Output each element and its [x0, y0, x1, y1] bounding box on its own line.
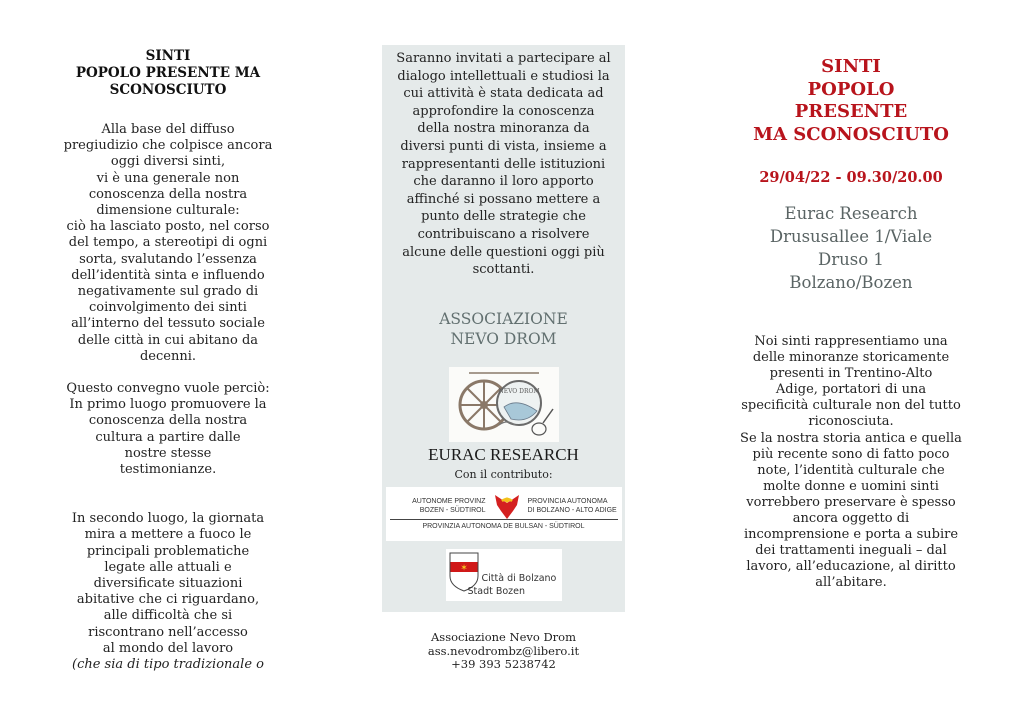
- text-line: rappresentanti delle istituzioni: [401, 156, 606, 172]
- text-line: Saranno invitati a partecipare al: [396, 51, 611, 66]
- logo-lettering: NEVO DROM: [497, 387, 540, 395]
- text-line: decenni.: [139, 348, 197, 364]
- text-line: al mondo del lavoro: [102, 640, 234, 656]
- city-logo-line1: Città di Bolzano: [481, 572, 557, 584]
- contact-phone[interactable]: +39 393 5238742: [451, 657, 556, 672]
- text-line: della nostra minoranza da: [417, 121, 590, 137]
- text-line: oggi diversi sinti,: [110, 154, 226, 170]
- text-line: abitative che ci riguardano,: [76, 592, 260, 608]
- text-line: In secondo luogo, la giornata: [71, 511, 265, 527]
- svg-text:✶: ✶: [459, 563, 468, 574]
- text-line: mira a mettere a fuoco le: [84, 527, 252, 543]
- text-line: ASSOCIAZIONE: [439, 309, 568, 328]
- text-line: alle difficoltà che si: [103, 608, 233, 624]
- left-title-line: SINTI: [145, 48, 191, 64]
- cover-title: [716, 56, 986, 146]
- left-title-line: POPOLO PRESENTE MA: [75, 65, 261, 81]
- text-line: sorta, svalutando l’essenza: [79, 251, 257, 267]
- middle-paragraph: [382, 50, 625, 279]
- text-line: diversi punti di vista, insieme a: [400, 138, 607, 154]
- right-paragraph: [716, 334, 986, 592]
- text-line: PROVINCIA AUTONOMA: [527, 497, 608, 505]
- text-line: molte donne e uomini sinti: [763, 478, 939, 494]
- text-line: NEVO DROM: [450, 329, 557, 348]
- text-line: coinvolgimento dei sinti: [89, 300, 247, 316]
- nevo-drom-logo: [449, 367, 559, 442]
- text-line: pregiudizio che colpisce ancora: [63, 138, 273, 154]
- text-line: Se la nostra storia antica e quella: [740, 430, 962, 446]
- text-line: all’interno del tessuto sociale: [71, 316, 265, 332]
- title-line: SINTI: [821, 56, 881, 77]
- tyrolean-eagle-icon: [493, 491, 521, 521]
- text-line: delle città in cui abitano da: [77, 332, 259, 348]
- text-line: cui attività è stata dedicata ad: [403, 86, 604, 102]
- text-line: all’abitare.: [815, 575, 887, 591]
- left-title-line: SCONOSCIUTO: [109, 82, 227, 98]
- text-line: In primo luogo promuovere la: [69, 397, 267, 413]
- text-line: dei trattamenti ineguali – dal: [755, 543, 947, 559]
- left-paragraph-2: [38, 381, 298, 478]
- text-line: dialogo intellettuali e studiosi la: [397, 68, 610, 84]
- title-line: PRESENTE: [794, 101, 908, 122]
- text-line: DI BOLZANO - ALTO ADIGE: [527, 506, 617, 514]
- left-paragraph-1: [38, 122, 298, 365]
- event-venue: [716, 202, 986, 294]
- association-name: [382, 309, 625, 349]
- right-panel: [716, 56, 986, 592]
- text-line: conoscenza della nostra: [88, 413, 248, 429]
- province-logo-left: [398, 497, 486, 515]
- venue-line: Drususallee 1/Viale: [769, 227, 933, 246]
- text-line: scottanti.: [472, 262, 535, 278]
- text-line: cultura a partire dalle: [95, 429, 241, 445]
- contact-name: Associazione Nevo Drom: [430, 630, 577, 644]
- text-line: nostre stesse: [124, 445, 212, 461]
- contact-info: [382, 631, 625, 672]
- text-line: diversificate situazioni: [93, 576, 243, 592]
- city-of-bolzano-logo: [446, 549, 562, 601]
- left-title: [38, 48, 298, 99]
- text-line: punto delle strategie che: [421, 209, 586, 225]
- text-line: ancora oggetto di: [792, 511, 910, 527]
- text-line: approfondire la conoscenza: [412, 103, 595, 119]
- text-line: del tempo, a stereotipi di ogni: [68, 235, 268, 251]
- eurac-research-label: EURAC RESEARCH: [428, 444, 579, 464]
- divider: [390, 519, 618, 520]
- text-line: legate alle attuali e: [104, 559, 232, 575]
- left-panel: [38, 48, 298, 673]
- text-line: riscontrano nell’accesso: [88, 624, 248, 640]
- venue-line: Druso 1: [818, 250, 884, 269]
- venue-line: Bolzano/Bozen: [789, 273, 913, 292]
- event-date: 29/04/22 - 09.30/20.00: [759, 169, 943, 186]
- text-line: BOZEN - SÜDTIROL: [419, 506, 486, 514]
- text-line: che daranno il loro apporto: [413, 174, 594, 190]
- text-line: alcune delle questioni oggi più: [402, 244, 605, 260]
- text-line: Alla base del diffuso: [101, 122, 235, 137]
- province-logo-bottom: PROVINZIA AUTONOMA DE BULSAN - SÜDTIROL: [422, 522, 585, 530]
- text-line: note, l’identità culturale che: [757, 462, 945, 478]
- text-line: ciò ha lasciato posto, nel corso: [66, 219, 270, 235]
- text-line: dimensione culturale:: [96, 203, 240, 219]
- text-line: Questo convegno vuole perciò:: [66, 381, 270, 397]
- province-logo-right: [528, 497, 620, 515]
- text-line: incomprensione e porta a subire: [743, 527, 959, 543]
- text-line: contribuiscano a risolvere: [417, 226, 590, 242]
- text-line: Adige, portatori di una: [775, 382, 927, 398]
- text-line: delle minoranze storicamente: [752, 350, 950, 366]
- province-logo: [386, 487, 622, 541]
- text-line: affinché si possano mettere a: [406, 191, 601, 207]
- middle-panel: [382, 50, 625, 601]
- text-line: vi è una generale non: [96, 170, 240, 186]
- left-paragraph-3: [38, 511, 298, 673]
- text-line: riconosciuta.: [808, 414, 894, 430]
- text-line: Noi sinti rappresentiamo una: [754, 334, 948, 349]
- text-line: dell’identità sinta e influendo: [71, 267, 265, 283]
- text-line: AUTONOME PROVINZ: [412, 497, 486, 505]
- title-line: MA SCONOSCIUTO: [753, 123, 949, 145]
- text-line: presenti in Trentino-Alto: [769, 366, 933, 382]
- text-line: più recente sono di fatto poco: [752, 446, 950, 462]
- text-line: negativamente sul grado di: [77, 284, 259, 300]
- text-line: vorrebbero preservare è spesso: [746, 494, 956, 510]
- contact-email[interactable]: ass.nevodrombz@libero.it: [427, 643, 580, 658]
- contribution-label: Con il contributo:: [454, 467, 553, 481]
- text-line: principali problematiche: [86, 543, 250, 559]
- title-line: POPOLO: [807, 78, 895, 100]
- text-line: specificità culturale non del tutto: [741, 398, 961, 414]
- text-line: conoscenza della nostra: [88, 186, 248, 202]
- wagon-wheel-guitar-icon: [449, 367, 559, 442]
- text-line: lavoro, all’educazione, al diritto: [746, 559, 956, 575]
- city-logo-line2: Stadt Bozen: [467, 585, 526, 597]
- text-line-italic: (che sia di tipo tradizionale o: [72, 657, 264, 673]
- text-line: testimonianze.: [119, 462, 217, 478]
- venue-line: Eurac Research: [784, 204, 918, 223]
